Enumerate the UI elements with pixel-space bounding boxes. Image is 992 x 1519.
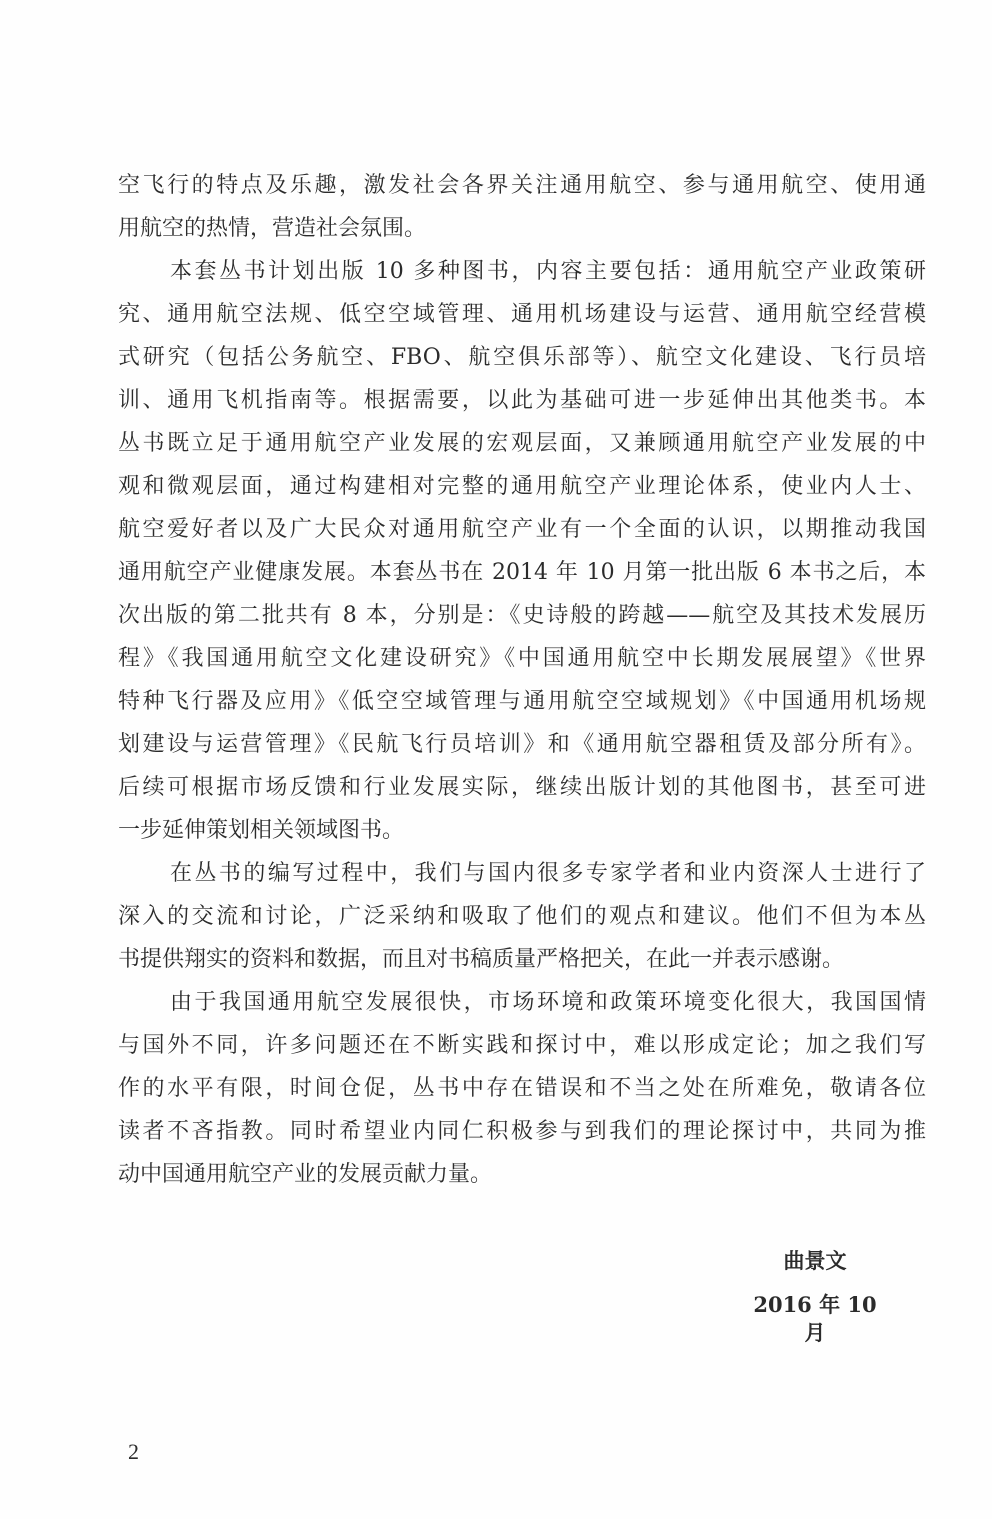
text-line: 划建设与运营管理》《民航飞行员培训》和《通用航空器租赁及部分所有》。 — [118, 732, 926, 757]
text-line: 特种飞行器及应用》《低空空域管理与通用航空空域规划》《中国通用机场规 — [118, 689, 926, 714]
text-line: 后续可根据市场反馈和行业发展实际，继续出版计划的其他图书，甚至可进 — [118, 775, 926, 800]
text-line: 一步延伸策划相关领域图书。 — [118, 818, 405, 843]
text-line: 由于我国通用航空发展很快，市场环境和政策环境变化很大，我国国情 — [170, 990, 926, 1015]
text-line: 动中国通用航空产业的发展贡献力量。 — [118, 1162, 493, 1187]
paragraph-series-plan — [118, 250, 926, 852]
text-line: 在丛书的编写过程中，我们与国内很多专家学者和业内资深人士进行了 — [170, 861, 926, 886]
signature-author: 曲景文 — [783, 1248, 847, 1273]
signature-date: 2016 年 10 月 — [753, 1292, 877, 1345]
text-line: 次出版的第二批共有 8 本，分别是：《史诗般的跨越——航空及其技术发展历 — [118, 603, 926, 628]
text-line: 究、通用航空法规、低空空域管理、通用机场建设与运营、通用航空经营模 — [118, 302, 926, 327]
text-line: 空飞行的特点及乐趣，激发社会各界关注通用航空、参与通用航空、使用通 — [118, 173, 926, 198]
text-line: 深入的交流和讨论，广泛采纳和吸取了他们的观点和建议。他们不但为本丛 — [118, 904, 926, 929]
text-line: 读者不吝指教。同时希望业内同仁积极参与到我们的理论探讨中，共同为推 — [118, 1119, 926, 1144]
paragraph-continued — [118, 164, 926, 250]
text-line: 训、通用飞机指南等。根据需要，以此为基础可进一步延伸出其他类书。本 — [118, 388, 926, 413]
page-number: 2 — [128, 1439, 139, 1464]
text-line: 丛书既立足于通用航空产业发展的宏观层面，又兼顾通用航空产业发展的中 — [118, 431, 926, 456]
body-text — [118, 164, 926, 1196]
paragraph-closing — [118, 981, 926, 1196]
text-line: 书提供翔实的资料和数据，而且对书稿质量严格把关，在此一并表示感谢。 — [118, 947, 845, 972]
text-line: 作的水平有限，时间仓促，丛书中存在错误和不当之处在所难免，敬请各位 — [118, 1076, 926, 1101]
text-line: 程》《我国通用航空文化建设研究》《中国通用航空中长期发展展望》《世界 — [118, 646, 926, 671]
text-line: 式研究（包括公务航空、FBO、航空俱乐部等）、航空文化建设、飞行员培 — [118, 345, 926, 370]
paragraph-acknowledgement — [118, 852, 926, 981]
text-line: 与国外不同，许多问题还在不断实践和探讨中，难以形成定论；加之我们写 — [118, 1033, 926, 1058]
text-line: 观和微观层面，通过构建相对完整的通用航空产业理论体系，使业内人士、 — [118, 474, 926, 499]
text-line: 通用航空产业健康发展。本套丛书在 2014 年 10 月第一批出版 6 本书之后，本 — [118, 560, 926, 585]
text-line: 本套丛书计划出版 10 多种图书，内容主要包括：通用航空产业政策研 — [170, 259, 926, 284]
text-line: 航空爱好者以及广大民众对通用航空产业有一个全面的认识，以期推动我国 — [118, 517, 926, 542]
text-line: 用航空的热情，营造社会氛围。 — [118, 216, 427, 241]
